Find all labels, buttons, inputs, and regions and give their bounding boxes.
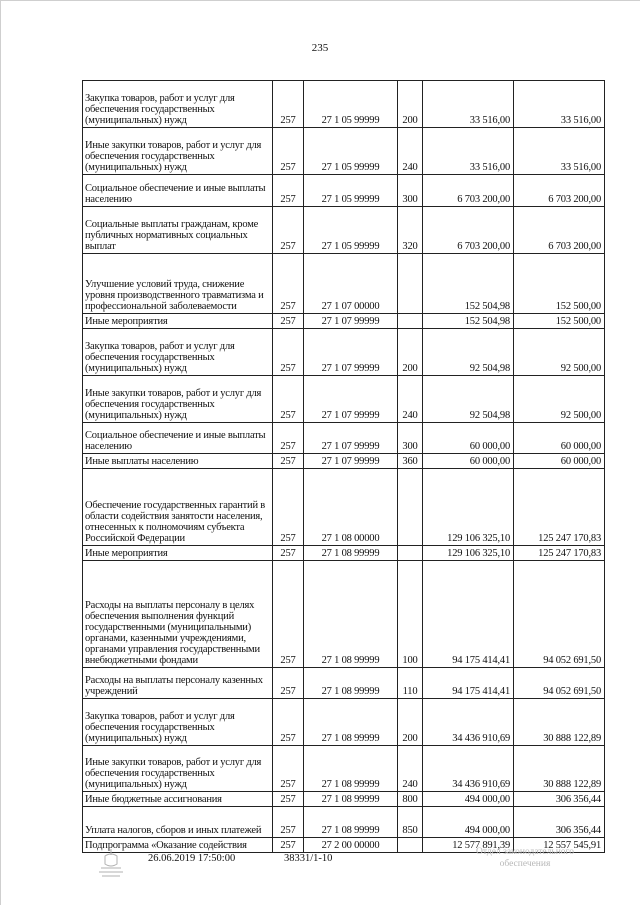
row-sum2: 6 703 200,00: [514, 175, 605, 207]
row-vr: 240: [398, 128, 423, 175]
row-csr: 27 1 07 00000: [304, 254, 398, 314]
row-name: Закупка товаров, работ и услуг для обеспечения государственных (муниципальных) нужд: [83, 81, 273, 128]
row-ved: 257: [273, 423, 304, 454]
row-name: Расходы на выплаты персоналу в целях обеспечения выполнения функций государственными (муниципальными) органами, казенными учреждениями, органами управления государственными внебюджетными фондами: [83, 561, 273, 668]
table-row: [83, 128, 605, 175]
row-name: Иные закупки товаров, работ и услуг для обеспечения государственных (муниципальных) нужд: [83, 746, 273, 792]
row-csr: 27 1 05 99999: [304, 175, 398, 207]
row-csr: 27 1 07 99999: [304, 314, 398, 329]
row-ved: 257: [273, 668, 304, 699]
table-row: [83, 254, 605, 314]
row-vr: 800: [398, 792, 423, 807]
row-name: Иные закупки товаров, работ и услуг для обеспечения государственных (муниципальных) нужд: [83, 128, 273, 175]
row-csr: 27 1 08 99999: [304, 546, 398, 561]
row-ved: 257: [273, 561, 304, 668]
row-sum1: 34 436 910,69: [423, 699, 514, 746]
table-row: [83, 807, 605, 838]
row-name: Закупка товаров, работ и услуг для обеспечения государственных (муниципальных) нужд: [83, 329, 273, 376]
row-sum2: 60 000,00: [514, 454, 605, 469]
document-number: 38331/1-10: [284, 853, 333, 864]
table-row: [83, 423, 605, 454]
scan-edge-left: [0, 0, 1, 905]
row-ved: 257: [273, 746, 304, 792]
row-sum2: 152 500,00: [514, 314, 605, 329]
row-sum1: 494 000,00: [423, 792, 514, 807]
row-sum1: 94 175 414,41: [423, 561, 514, 668]
row-vr: 100: [398, 561, 423, 668]
row-csr: 27 1 08 99999: [304, 746, 398, 792]
row-ved: 257: [273, 454, 304, 469]
row-name: Социальные выплаты гражданам, кроме публичных нормативных социальных выплат: [83, 207, 273, 254]
row-ved: 257: [273, 807, 304, 838]
row-name: Иные бюджетные ассигнования: [83, 792, 273, 807]
row-name: Подпрограмма «Оказание содействия: [83, 838, 273, 853]
row-csr: 27 2 00 00000: [304, 838, 398, 853]
row-csr: 27 1 07 99999: [304, 423, 398, 454]
row-sum1: 12 577 891,39: [423, 838, 514, 853]
row-sum1: 494 000,00: [423, 807, 514, 838]
table-row: [83, 376, 605, 423]
row-ved: 257: [273, 254, 304, 314]
row-sum2: 12 557 545,91: [514, 838, 605, 853]
row-vr: 240: [398, 376, 423, 423]
row-csr: 27 1 08 99999: [304, 699, 398, 746]
row-sum1: 152 504,98: [423, 314, 514, 329]
row-sum2: 152 500,00: [514, 254, 605, 314]
row-sum2: 94 052 691,50: [514, 561, 605, 668]
row-sum2: 306 356,44: [514, 807, 605, 838]
budget-table: [82, 80, 605, 853]
row-csr: 27 1 07 99999: [304, 454, 398, 469]
row-ved: 257: [273, 128, 304, 175]
row-csr: 27 1 05 99999: [304, 81, 398, 128]
table-row: [83, 81, 605, 128]
row-name: Социальное обеспечение и иные выплаты населению: [83, 423, 273, 454]
row-vr: 320: [398, 207, 423, 254]
table-row: [83, 561, 605, 668]
row-sum2: 94 052 691,50: [514, 668, 605, 699]
row-name: Социальное обеспечение и иные выплаты населению: [83, 175, 273, 207]
row-sum2: 30 888 122,89: [514, 699, 605, 746]
row-ved: 257: [273, 546, 304, 561]
row-sum2: 92 500,00: [514, 376, 605, 423]
row-ved: 257: [273, 314, 304, 329]
row-vr: 300: [398, 423, 423, 454]
row-sum2: 125 247 170,83: [514, 469, 605, 546]
row-vr: [398, 314, 423, 329]
department-stamp: Отдел законодательного обеспечения: [476, 847, 574, 869]
row-csr: 27 1 05 99999: [304, 128, 398, 175]
row-name: Расходы на выплаты персоналу казенных учреждений: [83, 668, 273, 699]
row-sum2: 6 703 200,00: [514, 207, 605, 254]
row-ved: 257: [273, 838, 304, 853]
row-name: Уплата налогов, сборов и иных платежей: [83, 807, 273, 838]
row-sum2: 92 500,00: [514, 329, 605, 376]
row-ved: 257: [273, 699, 304, 746]
row-csr: 27 1 05 99999: [304, 207, 398, 254]
row-csr: 27 1 08 99999: [304, 792, 398, 807]
row-sum2: 30 888 122,89: [514, 746, 605, 792]
page-footer: [0, 846, 640, 886]
row-vr: [398, 254, 423, 314]
row-sum1: 6 703 200,00: [423, 175, 514, 207]
row-sum2: 33 516,00: [514, 81, 605, 128]
table-row: [83, 668, 605, 699]
row-vr: 200: [398, 699, 423, 746]
table-row: [83, 792, 605, 807]
row-sum2: 33 516,00: [514, 128, 605, 175]
row-name: Иные выплаты населению: [83, 454, 273, 469]
row-sum1: 94 175 414,41: [423, 668, 514, 699]
table-row: [83, 175, 605, 207]
row-vr: 240: [398, 746, 423, 792]
row-sum2: 125 247 170,83: [514, 546, 605, 561]
row-csr: 27 1 07 99999: [304, 329, 398, 376]
row-csr: 27 1 08 00000: [304, 469, 398, 546]
row-sum1: 6 703 200,00: [423, 207, 514, 254]
budget-table-body: [83, 81, 605, 853]
row-vr: [398, 546, 423, 561]
table-row: [83, 207, 605, 254]
row-vr: 200: [398, 81, 423, 128]
row-sum1: 129 106 325,10: [423, 469, 514, 546]
row-vr: 300: [398, 175, 423, 207]
row-ved: 257: [273, 329, 304, 376]
row-vr: 850: [398, 807, 423, 838]
row-csr: 27 1 07 99999: [304, 376, 398, 423]
row-sum1: 129 106 325,10: [423, 546, 514, 561]
signature-date: 26.06.2019 17:50:00: [148, 853, 236, 864]
table-row: [83, 454, 605, 469]
row-csr: 27 1 08 99999: [304, 668, 398, 699]
table-row: [83, 546, 605, 561]
row-ved: 257: [273, 469, 304, 546]
row-sum1: 60 000,00: [423, 454, 514, 469]
row-ved: 257: [273, 376, 304, 423]
row-name: Иные мероприятия: [83, 314, 273, 329]
row-ved: 257: [273, 792, 304, 807]
row-vr: 110: [398, 668, 423, 699]
row-name: Иные мероприятия: [83, 546, 273, 561]
table-row: [83, 699, 605, 746]
row-sum1: 33 516,00: [423, 128, 514, 175]
row-sum2: 60 000,00: [514, 423, 605, 454]
emblem-icon: [96, 846, 126, 880]
row-sum1: 34 436 910,69: [423, 746, 514, 792]
row-csr: 27 1 08 99999: [304, 807, 398, 838]
row-sum2: 306 356,44: [514, 792, 605, 807]
row-ved: 257: [273, 175, 304, 207]
row-sum1: 33 516,00: [423, 81, 514, 128]
table-row: [83, 329, 605, 376]
row-vr: [398, 469, 423, 546]
row-sum1: 152 504,98: [423, 254, 514, 314]
row-csr: 27 1 08 99999: [304, 561, 398, 668]
row-sum1: 92 504,98: [423, 376, 514, 423]
page-number: 235: [311, 42, 329, 54]
row-name: Улучшение условий труда, снижение уровня производственного травматизма и профессиональной заболеваемости: [83, 254, 273, 314]
row-name: Закупка товаров, работ и услуг для обеспечения государственных (муниципальных) нужд: [83, 699, 273, 746]
row-vr: 200: [398, 329, 423, 376]
row-sum1: 92 504,98: [423, 329, 514, 376]
scan-edge-top: [0, 0, 640, 1]
row-ved: 257: [273, 81, 304, 128]
row-name: Иные закупки товаров, работ и услуг для обеспечения государственных (муниципальных) нужд: [83, 376, 273, 423]
table-row: [83, 314, 605, 329]
row-sum1: 60 000,00: [423, 423, 514, 454]
row-ved: 257: [273, 207, 304, 254]
table-row: [83, 746, 605, 792]
row-vr: 360: [398, 454, 423, 469]
row-name: Обеспечение государственных гарантий в области содействия занятости населения, отнесенных к полномочиям субъекта Российской Федерации: [83, 469, 273, 546]
table-row: [83, 469, 605, 546]
